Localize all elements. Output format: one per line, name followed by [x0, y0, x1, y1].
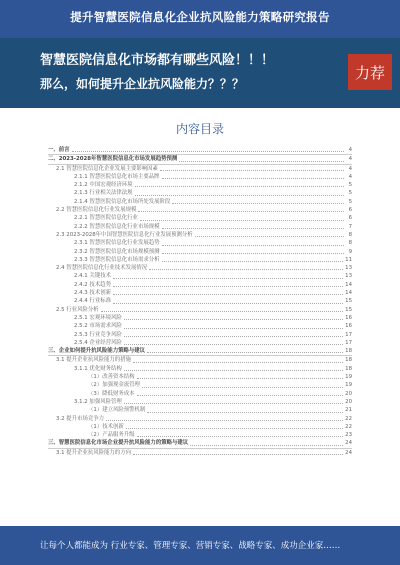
toc-item[interactable] — [48, 264, 352, 272]
toc-item-page: 8 — [348, 231, 352, 238]
toc-item-label: 3.1.1 优化财务结构 — [74, 365, 122, 372]
toc-item-page: 6 — [348, 215, 352, 222]
toc-leader-dots — [126, 428, 343, 429]
toc-leader-dots — [137, 378, 344, 379]
toc-item-page: 6 — [348, 207, 352, 214]
toc-item-page: 5 — [348, 190, 352, 197]
toc-leader-dots — [162, 261, 344, 262]
toc-item-label: 2.5.3 行业竞争风险 — [74, 331, 122, 338]
toc-item[interactable] — [48, 373, 352, 381]
toc-item-label: 3.1 提升企业抗风险能力的方向 — [56, 449, 131, 456]
footer-slogan: 让每个人都能成为 行业专家、管理专家、营销专家、战略专家、成功企业家…… — [40, 541, 341, 551]
toc-item-label: 2.1.4 智慧医院信息化市场所处发展阶段 — [74, 198, 171, 205]
toc-item-label: 2.2 智慧医院信息化行业发展规模 — [56, 207, 137, 214]
toc-item-label: 2.4.1 关键技术 — [74, 273, 111, 280]
toc-leader-dots — [147, 352, 343, 353]
toc-leader-dots — [113, 303, 343, 304]
toc-item-page: 19 — [345, 382, 352, 389]
toc-item[interactable] — [48, 206, 352, 214]
toc-leader-dots — [113, 286, 343, 287]
toc-item[interactable] — [48, 173, 352, 181]
toc-leader-dots — [133, 362, 343, 363]
toc-item[interactable] — [48, 223, 352, 231]
toc-item[interactable] — [48, 322, 352, 330]
toc-item-page: 7 — [348, 223, 352, 230]
toc-item-label: 三、智慧医院信息化市场企业提升抗风险能力的策略与建议 — [48, 440, 189, 447]
toc-item-page: 24 — [345, 440, 352, 447]
toc-item-page: 16 — [345, 314, 352, 321]
toc-leader-dots — [162, 178, 344, 179]
toc-item-label: 2.3.3 智慧医院信息化市场需求分析 — [74, 256, 160, 263]
toc-item-page: 15 — [345, 298, 352, 305]
toc-item[interactable] — [48, 415, 352, 423]
toc-leader-dots — [160, 170, 344, 171]
toc-item-page: 22 — [345, 415, 352, 422]
toc-item[interactable] — [48, 181, 352, 189]
toc-item[interactable] — [48, 431, 352, 439]
toc-item-page: 20 — [345, 390, 352, 397]
toc-item-label: 2.5.2 市场需求风险 — [74, 323, 122, 330]
toc-item-label: 一、前言 — [48, 147, 70, 153]
toc-item-page: 5 — [348, 182, 352, 189]
toc-item-label: 2.3 2023-2028年中国智慧医院信息化行业发展预测分析 — [56, 231, 193, 238]
toc-item-page: 17 — [345, 339, 352, 346]
toc-item-label: （1）建立风险预警机制 — [88, 407, 146, 414]
toc-item-label: 2.2.1 智慧医院信息化行业 — [74, 215, 138, 222]
toc-item-page: 21 — [345, 407, 352, 414]
toc-item-label: 2.5.1 宏观环境风险 — [74, 314, 122, 321]
toc-item-page: 18 — [345, 357, 352, 364]
toc-item-page: 18 — [345, 348, 352, 355]
toc-item-page: 13 — [345, 273, 352, 280]
toc-leader-dots — [101, 311, 344, 312]
toc-item-page: 4 — [348, 165, 352, 172]
toc-leader-dots — [135, 195, 344, 196]
toc-item-label: 2.1.1 智慧医院信息化市场主要品牌 — [74, 173, 160, 180]
toc-leader-dots — [190, 445, 343, 446]
toc-item-page: 17 — [345, 331, 352, 338]
toc-item-page: 8 — [348, 240, 352, 247]
toc-item[interactable] — [48, 239, 352, 247]
toc-item-label: 2.2.2 智慧医院信息化行业市场规模 — [74, 223, 160, 230]
toc-item[interactable] — [48, 297, 352, 305]
toc-item-page: 23 — [345, 432, 352, 439]
toc-item[interactable] — [48, 314, 352, 322]
toc-item-label: 2.4.2 技术趋势 — [74, 281, 111, 288]
toc-item-page: 4 — [348, 173, 352, 180]
toc-leader-dots — [135, 186, 344, 187]
toc-leader-dots — [147, 412, 343, 413]
toc-leader-dots — [140, 220, 344, 221]
toc-leader-dots — [124, 336, 343, 337]
toc-leader-dots — [179, 161, 344, 162]
toc-item-label: （2）加强现金流管理 — [88, 382, 140, 389]
brand-logo: 力荐 — [348, 54, 392, 90]
toc-item-label: 2.1 智慧医院信息化企业发展主要影响因素 — [56, 165, 158, 172]
toc-item-page: 9 — [348, 248, 352, 255]
toc-item-label: （1）技术创新 — [88, 423, 124, 430]
toc-leader-dots — [149, 269, 343, 270]
toc-item-page: 19 — [345, 374, 352, 381]
toc-item-page: 24 — [345, 449, 352, 456]
toc-item[interactable] — [48, 365, 352, 373]
toc-item-page: 11 — [345, 256, 352, 263]
toc-item-label: 二、2023-2028年智慧医院信息化市场发展趋势预测 — [48, 156, 178, 163]
toc-item[interactable] — [48, 306, 352, 314]
toc-item[interactable] — [48, 248, 352, 256]
report-title: 提升智慧医院信息化企业抗风险能力策略研究报告 — [70, 10, 330, 24]
toc-item-page: 22 — [345, 423, 352, 430]
toc-item[interactable] — [48, 406, 352, 414]
toc-item-page: 16 — [345, 323, 352, 330]
toc-leader-dots — [162, 228, 344, 229]
toc-item[interactable] — [48, 155, 352, 164]
toc-item-label: 2.5.4 企业经营风险 — [74, 339, 122, 346]
toc-leader-dots — [137, 436, 344, 437]
toc-item-label: 2.5 行业风险分析 — [56, 306, 99, 313]
toc-leader-dots — [72, 151, 344, 152]
toc-item-page: 14 — [345, 290, 352, 297]
toc-item[interactable] — [48, 256, 352, 264]
toc-item-label: 2.1.2 中国宏观经济环境 — [74, 182, 133, 189]
toc-leader-dots — [124, 403, 343, 404]
toc-title: 内容目录 — [175, 122, 224, 136]
toc-item[interactable] — [48, 356, 352, 364]
toc-leader-dots — [124, 344, 343, 345]
toc-item-label: 2.4 智慧医院信息化行业技术发展情况 — [56, 265, 148, 272]
toc-item-page: 18 — [345, 365, 352, 372]
toc-item-label: 3.1.2 加强风险管理 — [74, 398, 122, 405]
toc-item[interactable] — [48, 281, 352, 289]
toc-item-label: （1）改善资本结构 — [88, 374, 135, 381]
toc-leader-dots — [113, 278, 343, 279]
toc-leader-dots — [106, 420, 343, 421]
toc-item[interactable] — [48, 390, 352, 398]
toc-item[interactable] — [48, 423, 352, 431]
toc-item-page: 13 — [345, 265, 352, 272]
toc-item[interactable] — [48, 231, 352, 239]
toc-item-label: 2.3.1 智慧医院信息化行业发展趋势 — [74, 240, 160, 247]
toc-item-page: 4 — [348, 156, 352, 163]
toc-item[interactable] — [48, 146, 352, 155]
toc-item-label: 2.4.3 技术创新 — [74, 290, 111, 297]
toc-item-label: 2.1.3 行业相关法律法规 — [74, 190, 133, 197]
toc-item-label: 3.1 提升企业抗风险能力的措施 — [56, 357, 131, 364]
toc-item-page: 14 — [345, 281, 352, 288]
toc-item[interactable] — [48, 289, 352, 297]
toc-leader-dots — [124, 370, 343, 371]
toc-leader-dots — [113, 294, 343, 295]
toc-item[interactable] — [48, 214, 352, 222]
toc-item[interactable] — [48, 189, 352, 197]
toc-item-page: 5 — [348, 198, 352, 205]
toc-leader-dots — [142, 387, 343, 388]
toc-item-label: （3）降低财务成本 — [88, 390, 135, 397]
toc-item[interactable] — [48, 165, 352, 173]
table-of-contents — [48, 146, 352, 457]
toc-leader-dots — [195, 236, 344, 237]
toc-item-page: 20 — [345, 398, 352, 405]
toc-leader-dots — [133, 454, 343, 455]
toc-leader-dots — [172, 203, 344, 204]
toc-item[interactable] — [48, 449, 352, 457]
toc-item-page: 15 — [345, 306, 352, 313]
toc-item-page: 4 — [348, 147, 352, 153]
toc-item[interactable] — [48, 331, 352, 339]
toc-item[interactable] — [48, 339, 352, 347]
toc-item[interactable] — [48, 439, 352, 448]
hero-question-2: 那么，如何提升企业抗风险能力？？？ — [40, 77, 245, 91]
hero-question-1: 智慧医院信息化市场都有哪些风险！！！ — [40, 53, 275, 68]
toc-item[interactable] — [48, 198, 352, 206]
toc-item[interactable] — [48, 398, 352, 406]
toc-leader-dots — [124, 319, 343, 320]
toc-item-label: （2）产品服务升级 — [88, 432, 135, 439]
toc-leader-dots — [162, 253, 344, 254]
toc-item[interactable] — [48, 381, 352, 389]
toc-leader-dots — [137, 395, 344, 396]
toc-item[interactable] — [48, 347, 352, 356]
toc-leader-dots — [124, 328, 343, 329]
toc-leader-dots — [162, 245, 344, 246]
toc-item-label: 2.4.4 行业标准 — [74, 298, 111, 305]
toc-item-label: 2.3.2 智慧医院信息化市场规模预测 — [74, 248, 160, 255]
toc-leader-dots — [138, 211, 344, 212]
toc-item[interactable] — [48, 272, 352, 280]
toc-item-label: 三、企业如何提升抗风险能力策略与建议 — [48, 348, 146, 355]
toc-item-label: 3.2 提升市场竞争力 — [56, 415, 105, 422]
